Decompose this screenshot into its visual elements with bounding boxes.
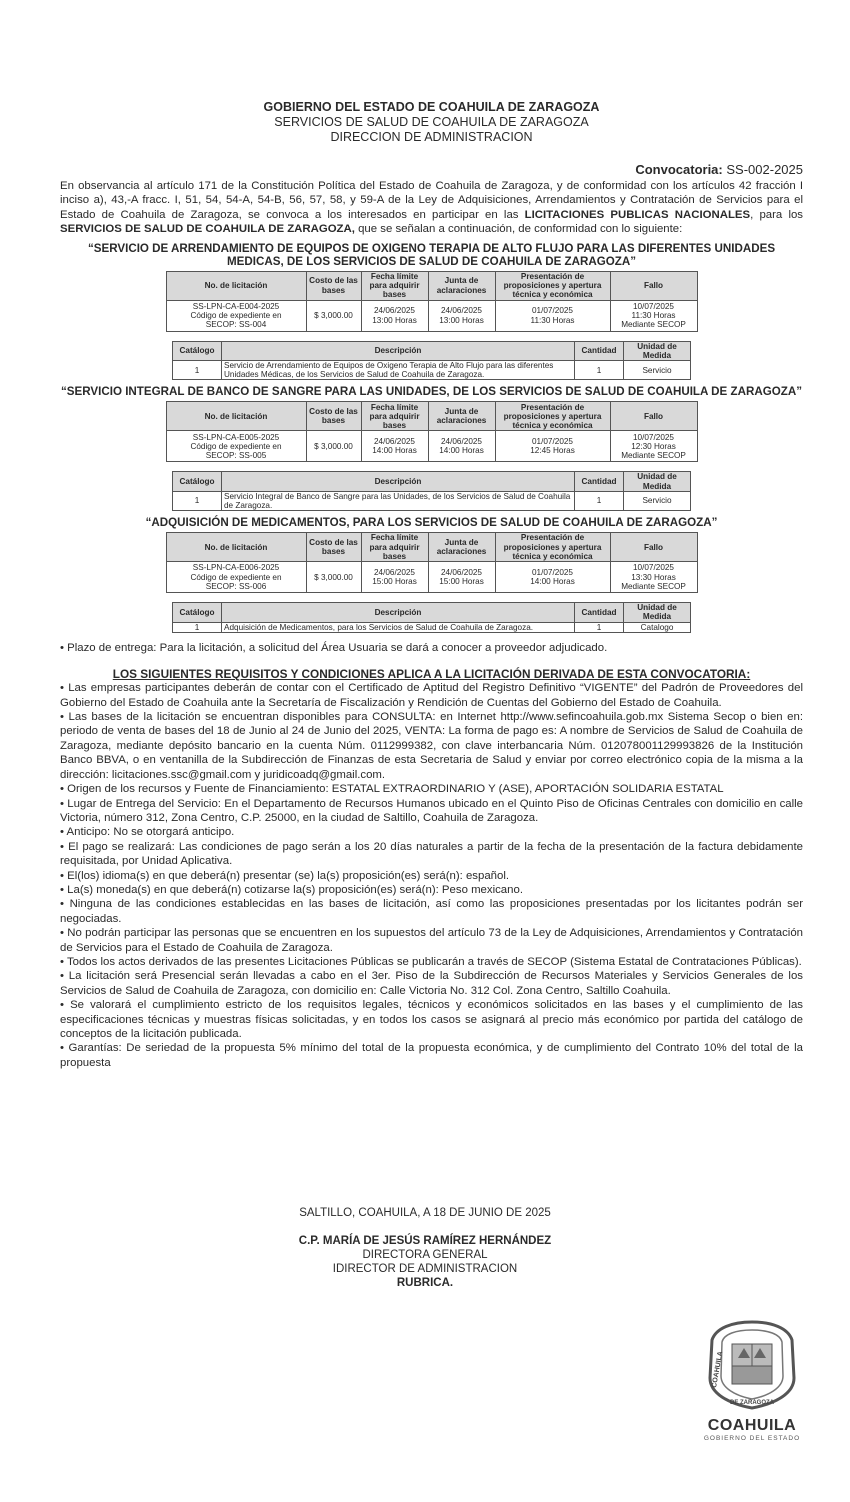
header-government: GOBIERNO DEL ESTADO DE COAHUILA DE ZARAGOZA bbox=[263, 100, 600, 114]
seal-text-right: DE ZARAGOZA bbox=[730, 1400, 774, 1406]
convocatoria-number bbox=[60, 162, 803, 177]
catalog-header: Descripción bbox=[222, 341, 575, 360]
schedule-header: Fallo bbox=[610, 402, 697, 431]
requirement-item: • Anticipo: No se otorgará anticipo. bbox=[60, 826, 235, 839]
schedule-header: Presentación de proposiciones y apertura técnica y económica bbox=[495, 533, 610, 562]
unit-cell: Catalogo bbox=[624, 622, 691, 632]
requirement-item: • Origen de los recursos y Fuente de Financiamiento: ESTATAL EXTRAORDINARIO Y (ASE), APORTACIÓN SOLIDARIA ESTATAL bbox=[60, 783, 724, 796]
requirement-item: • El(los) idioma(s) en que deberá(n) presentar (se) la(s) proposición(es) será(n): español. bbox=[60, 869, 510, 882]
requirement-item: • La(s) moneda(s) en que deberá(n) cotizarse la(s) proposición(es) será(n): Peso mexicano. bbox=[60, 883, 523, 896]
cost-cell: $ 3,000.00 bbox=[306, 300, 361, 331]
delivery-term-text: • Plazo de entrega: Para la licitación, a solicitud del Área Usuaria se dará a conocer a proveedor adjudicado. bbox=[60, 641, 608, 654]
intro-paragraph bbox=[60, 179, 803, 237]
convocatoria-label: Convocatoria: bbox=[635, 162, 723, 177]
section-title: “ADQUISICIÓN DE MEDICAMENTOS, PARA LOS SERVICIOS DE SALUD DE COAHUILA DE ZARAGOZA” bbox=[145, 516, 718, 530]
tender-number-cell: SS-LPN-CA-E004-2025 Código de expediente en SECOP: SS-004 bbox=[166, 300, 306, 331]
tender-section bbox=[60, 385, 803, 511]
intro-text-1: En observancia al artículo 171 de la Constitución Política del Estado de Coahuila de Zaragoza, y de conformidad con los artículos 42 fracción I inciso a), 43,-A fracc. I, 51, 54, 54-A, 54-B, 56, 57, 58, y 59-A de la Ley de Adquisiciones, Arrendamientos y Contratación de Servicios para el Estado de Coahuila de Zaragoza, se convoca a los interesados en participar en las bbox=[60, 180, 803, 221]
unit-cell: Servicio bbox=[624, 361, 691, 380]
schedule-header: No. de licitación bbox=[166, 402, 306, 431]
tender-section bbox=[60, 242, 803, 381]
catalog-number-cell: 1 bbox=[173, 622, 222, 632]
clarification-cell: 24/06/2025 15:00 Horas bbox=[428, 562, 495, 593]
ruling-cell: 10/07/2025 11:30 Horas Mediante SECOP bbox=[610, 300, 697, 331]
section-title: “SERVICIO DE ARRENDAMIENTO DE EQUIPOS DE OXIGENO TERAPIA DE ALTO FLUJO PARA LAS DIFERENTES UNIDADES MEDICAS, DE LOS SERVICIOS DE SALUD DE COAHUILA DE ZARAGOZA” bbox=[87, 241, 776, 268]
presentation-cell: 01/07/2025 12:45 Horas bbox=[495, 431, 610, 462]
catalog-header: Unidad de Medida bbox=[624, 603, 691, 622]
quantity-cell: 1 bbox=[575, 491, 624, 510]
seal-text-left: COAHUILA bbox=[711, 1350, 725, 1389]
schedule-header: Costo de las bases bbox=[306, 533, 361, 562]
signature-block bbox=[0, 1206, 850, 1290]
intro-bold-2: SERVICIOS DE SALUD DE COAHUILA DE ZARAGOZA, bbox=[60, 223, 355, 236]
requirement-item: • La licitación será Presencial serán llevadas a cabo en el 3er. Piso de la Subdirección de Recursos Materiales y Servicios Generales de los Servicios de Salud de Coahuila de Zaragoza, con domicilio en: Calle Victoria No. 312 Col. Zona Centro, Saltillo Coahuila. bbox=[60, 970, 803, 997]
schedule-header: Fallo bbox=[610, 533, 697, 562]
deadline-cell: 24/06/2025 15:00 Horas bbox=[361, 562, 428, 593]
schedule-header: Junta de aclaraciones bbox=[428, 271, 495, 300]
catalog-header: Cantidad bbox=[575, 341, 624, 360]
catalog-header: Catálogo bbox=[173, 603, 222, 622]
tender-schedule-table bbox=[166, 532, 698, 593]
requirement-item: • El pago se realizará: Las condiciones de pago serán a los 20 días naturales a partir de la fecha de la presentación de la factura debidamente requisitada, por Unidad Aplicativa. bbox=[60, 840, 803, 868]
schedule-header: Costo de las bases bbox=[306, 402, 361, 431]
convocatoria-value: SS-002-2025 bbox=[726, 162, 803, 177]
requirement-item: • Las bases de la licitación se encuentran disponibles para CONSULTA: en Internet http://www.sefincoahuila.gob.mx Sistema Secop o bien en: periodo de venta de bases del 18 de Junio al 24 de Junio del 2025, VENTA: La forma de pago es: A nombre de Servicios de Salud de Coahuila de Zaragoza, mediante depósito bancario en la cuenta Núm. 0112999382, con clave interbancaria Núm. 012078001129993826 de la Institución Banco BBVA, o en ventanilla de la Subdirección de Finanzas de esta Secretaria de Salud y enviar por correo electrónico copia de la misma a la dirección: licitaciones.ssc@gmail.com y juridicoadq@gmail.com. bbox=[60, 711, 803, 781]
description-cell: Servicio de Arrendamiento de Equipos de Oxigeno Terapia de Alto Flujo para las diferentes Unidades Médicas, de los Servicios de Salud de Coahuila de Zaragoza. bbox=[222, 361, 575, 380]
schedule-header: Junta de aclaraciones bbox=[428, 533, 495, 562]
catalog-header: Catálogo bbox=[173, 472, 222, 491]
signer-role-2: IDIRECTOR DE ADMINISTRACION bbox=[332, 1263, 518, 1275]
deadline-cell: 24/06/2025 13:00 Horas bbox=[361, 300, 428, 331]
intro-bold-1: LICITACIONES PUBLICAS NACIONALES bbox=[524, 208, 751, 221]
rubrica: RUBRICA. bbox=[396, 1277, 454, 1289]
requirement-item: • Las empresas participantes deberán de contar con el Certificado de Aptitud del Registro Definitivo “VIGENTE” del Padrón de Proveedores del Gobierno del Estado de Coahuila ante la Secretaría de Fiscalización y Rendición de Cuentas del Gobierno del Estado de Coahuila. bbox=[60, 682, 803, 709]
logo-word: COAHUILA bbox=[707, 1417, 797, 1434]
description-cell: Servicio Integral de Banco de Sangre para las Unidades, de los Servicios de Salud de Coahuila de Zaragoza. bbox=[222, 491, 575, 510]
unit-cell: Servicio bbox=[624, 491, 691, 510]
catalog-header: Unidad de Medida bbox=[624, 472, 691, 491]
catalog-header: Catálogo bbox=[173, 341, 222, 360]
schedule-header: No. de licitación bbox=[166, 533, 306, 562]
tender-number-cell: SS-LPN-CA-E005-2025 Código de expediente en SECOP: SS-005 bbox=[166, 431, 306, 462]
catalog-table bbox=[172, 341, 691, 381]
catalog-number-cell: 1 bbox=[173, 361, 222, 380]
clarification-cell: 24/06/2025 13:00 Horas bbox=[428, 300, 495, 331]
intro-text-2: , para los bbox=[750, 208, 804, 221]
catalog-header: Cantidad bbox=[575, 603, 624, 622]
header-direction: DIRECCION DE ADMINISTRACION bbox=[330, 130, 533, 144]
schedule-header: Costo de las bases bbox=[306, 271, 361, 300]
catalog-header: Descripción bbox=[222, 603, 575, 622]
deadline-cell: 24/06/2025 14:00 Horas bbox=[361, 431, 428, 462]
requirement-item: • Se valorará el cumplimiento estricto de los requisitos legales, técnicos y económicos solicitados en las bases y el cumplimiento de las especificaciones técnicas y muestras físicas solicitadas, y en todos los casos se asignará al precio más económico por partida del catálogo de conceptos de la licitación publicada. bbox=[60, 999, 803, 1041]
schedule-header: Fecha límite para adquirir bases bbox=[361, 271, 428, 300]
presentation-cell: 01/07/2025 11:30 Horas bbox=[495, 300, 610, 331]
coat-of-arms-icon bbox=[702, 1318, 802, 1410]
ruling-cell: 10/07/2025 12:30 Horas Mediante SECOP bbox=[610, 431, 697, 462]
schedule-header: No. de licitación bbox=[166, 271, 306, 300]
header-health-services: SERVICIOS DE SALUD DE COAHUILA DE ZARAGOZA bbox=[274, 115, 589, 129]
requirements-list bbox=[60, 681, 803, 1070]
tender-schedule-table bbox=[166, 271, 698, 332]
signer-role-1: DIRECTORA GENERAL bbox=[362, 1249, 488, 1261]
tender-section bbox=[60, 516, 803, 633]
coahuila-logo bbox=[702, 1318, 802, 1443]
schedule-header: Fallo bbox=[610, 271, 697, 300]
clarification-cell: 24/06/2025 14:00 Horas bbox=[428, 431, 495, 462]
quantity-cell: 1 bbox=[575, 622, 624, 632]
tender-sections bbox=[60, 242, 803, 633]
cost-cell: $ 3,000.00 bbox=[306, 562, 361, 593]
catalog-table bbox=[172, 471, 691, 511]
schedule-header: Fecha límite para adquirir bases bbox=[361, 402, 428, 431]
signer-name: C.P. MARÍA DE JESÚS RAMÍREZ HERNÁNDEZ bbox=[298, 1235, 552, 1247]
requirements-title: LOS SIGUIENTES REQUISITOS Y CONDICIONES APLICA A LA LICITACIÓN DERIVADA DE ESTA CONVOCATORIA: bbox=[112, 667, 751, 682]
table-row bbox=[173, 361, 691, 380]
cost-cell: $ 3,000.00 bbox=[306, 431, 361, 462]
catalog-table bbox=[172, 602, 691, 633]
description-cell: Adquisición de Medicamentos, para los Servicios de Salud de Coahuila de Zaragoza. bbox=[222, 622, 575, 632]
document-header bbox=[60, 100, 803, 145]
schedule-header: Presentación de proposiciones y apertura técnica y económica bbox=[495, 402, 610, 431]
schedule-header: Fecha límite para adquirir bases bbox=[361, 533, 428, 562]
requirement-item: • Lugar de Entrega del Servicio: En el Departamento de Recursos Humanos ubicado en el Quinto Piso de Oficinas Centrales con domicilio en calle Victoria, número 312, Zona Centro, C.P. 25000, en la ciudad de Saltillo, Coahuila de Zaragoza. bbox=[60, 797, 803, 824]
catalog-header: Descripción bbox=[222, 472, 575, 491]
table-row bbox=[166, 431, 697, 462]
schedule-header: Junta de aclaraciones bbox=[428, 402, 495, 431]
tender-number-cell: SS-LPN-CA-E006-2025 Código de expediente en SECOP: SS-006 bbox=[166, 562, 306, 593]
ruling-cell: 10/07/2025 13:30 Horas Mediante SECOP bbox=[610, 562, 697, 593]
section-title: “SERVICIO INTEGRAL DE BANCO DE SANGRE PARA LAS UNIDADES, DE LOS SERVICIOS DE SALUD DE COAHUILA DE ZARAGOZA” bbox=[61, 385, 802, 399]
requirement-item: • Ninguna de las condiciones establecidas en las bases de licitación, así como las proposiciones presentadas por los licitantes podrán ser negociadas. bbox=[60, 898, 803, 925]
requirement-item: • No podrán participar las personas que se encuentren en los supuestos del artículo 73 de la Ley de Adquisiciones, Arrendamientos y Contratación de Servicios para el Estado de Coahuila de Zaragoza. bbox=[60, 927, 803, 954]
requirement-item: • Todos los actos derivados de las presentes Licitaciones Públicas se publicarán a través de SECOP (Sistema Estatal de Contrataciones Públicas). bbox=[60, 955, 802, 968]
table-row bbox=[173, 491, 691, 510]
tender-schedule-table bbox=[166, 401, 698, 462]
quantity-cell: 1 bbox=[575, 361, 624, 380]
table-row bbox=[166, 562, 697, 593]
intro-text-3: que se señalan a continuación, de conformidad con lo siguiente: bbox=[354, 223, 683, 236]
table-row bbox=[173, 622, 691, 632]
requirement-item: • Garantías: De seriedad de la propuesta 5% mínimo del total de la propuesta económica, y de cumplimiento del Contrato 10% del total de la propuesta bbox=[60, 1042, 803, 1069]
document-page bbox=[60, 100, 803, 1070]
place-date: SALTILLO, COAHUILA, A 18 DE JUNIO DE 2025 bbox=[299, 1207, 551, 1219]
schedule-header: Presentación de proposiciones y apertura técnica y económica bbox=[495, 271, 610, 300]
table-row bbox=[166, 300, 697, 331]
logo-subtitle: GOBIERNO DEL ESTADO bbox=[703, 1435, 801, 1442]
presentation-cell: 01/07/2025 14:00 Horas bbox=[495, 562, 610, 593]
catalog-header: Cantidad bbox=[575, 472, 624, 491]
catalog-header: Unidad de Medida bbox=[624, 341, 691, 360]
catalog-number-cell: 1 bbox=[173, 491, 222, 510]
delivery-term bbox=[60, 641, 803, 655]
